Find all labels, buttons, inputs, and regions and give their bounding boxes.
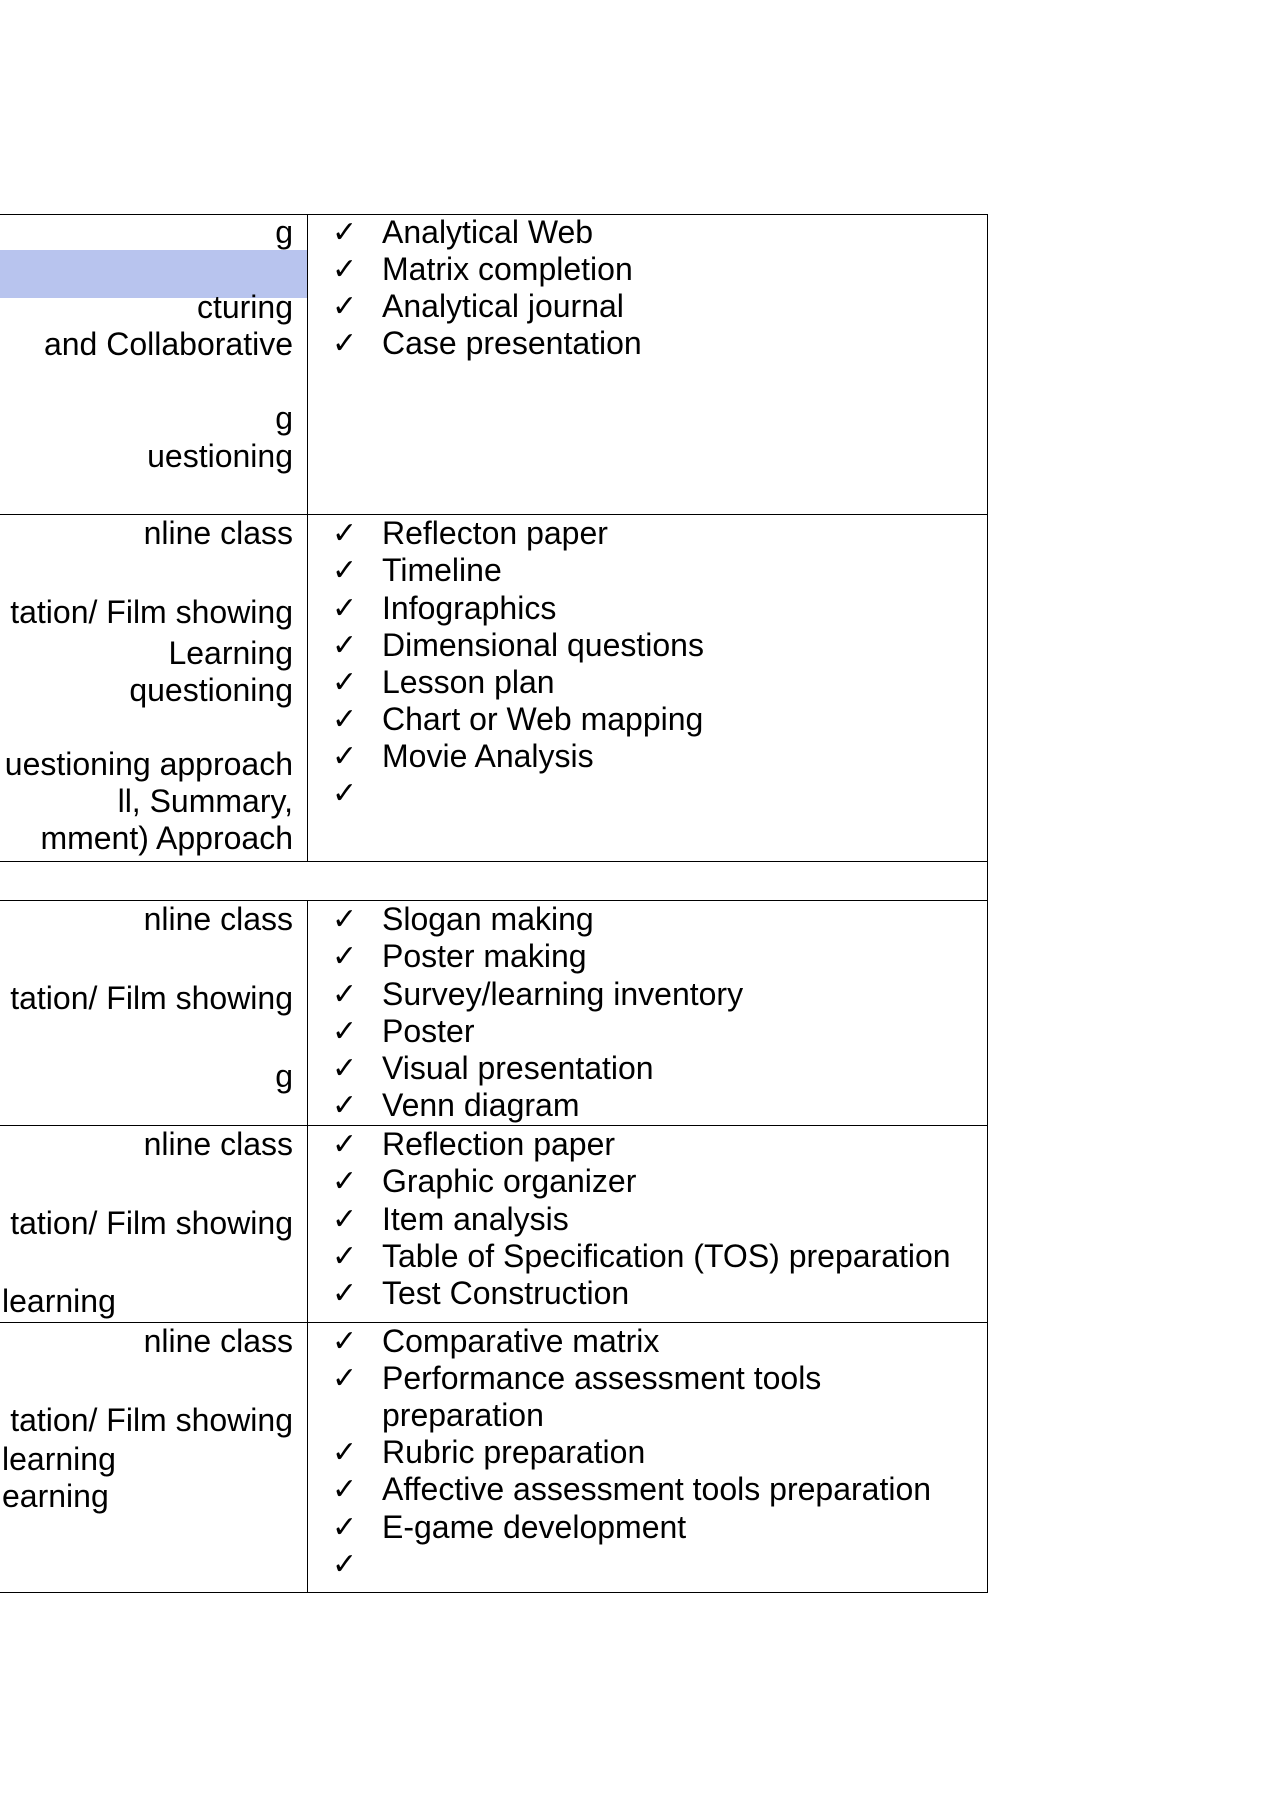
checkmark-icon: ✓	[332, 1051, 358, 1086]
activity-label: Table of Specification (TOS) preparation	[382, 1238, 951, 1274]
checklist-item	[332, 938, 982, 975]
checkmark-icon: ✓	[332, 252, 358, 287]
strategies-cell-row3	[0, 901, 303, 1125]
checklist-item	[332, 664, 982, 701]
activity-label: Poster	[382, 1013, 475, 1049]
strategy-text: cturing	[196, 289, 293, 325]
checkmark-icon: ✓	[332, 739, 358, 774]
strategy-text: learning	[2, 1283, 116, 1319]
strategy-text: uestioning	[147, 438, 293, 474]
strategy-text: mment) Approach	[40, 820, 293, 856]
checkmark-icon: ✓	[332, 326, 358, 361]
checklist-item	[332, 1360, 982, 1434]
strategy-text: g	[275, 214, 293, 250]
activities-cell-row2	[332, 515, 982, 861]
strategy-text: nline class	[143, 901, 293, 937]
checklist-item	[332, 1471, 982, 1508]
checkmark-icon: ✓	[332, 1324, 358, 1359]
checklist-item	[332, 1126, 982, 1163]
row-divider	[0, 861, 988, 862]
strategy-text: earning	[2, 1478, 109, 1514]
checklist-item	[332, 251, 982, 288]
checkmark-icon: ✓	[332, 939, 358, 974]
checkmark-icon: ✓	[332, 289, 358, 324]
checklist-item	[332, 1509, 982, 1546]
activities-cell-row1	[332, 214, 982, 514]
checklist-item	[332, 976, 982, 1013]
strategies-cell-row2	[0, 515, 303, 861]
checkmark-icon: ✓	[332, 516, 358, 551]
checkmark-icon: ✓	[332, 665, 358, 700]
activity-label: Case presentation	[382, 325, 642, 361]
activity-label: Analytical journal	[382, 288, 624, 324]
checklist-item	[332, 515, 982, 552]
activity-label: Survey/learning inventory	[382, 976, 744, 1012]
checkmark-icon: ✓	[332, 553, 358, 588]
strategy-text: ll, Summary,	[117, 783, 293, 819]
checklist-item	[332, 701, 982, 738]
activity-label: Graphic organizer	[382, 1163, 637, 1199]
activity-label: E-game development	[382, 1509, 687, 1545]
checkmark-icon: ✓	[332, 1435, 358, 1470]
activity-label: Venn diagram	[382, 1087, 580, 1123]
strategy-text: g	[275, 400, 293, 436]
strategy-text: uestioning approach	[4, 746, 293, 782]
checkmark-icon: ✓	[332, 628, 358, 663]
activities-cell-row4	[332, 1126, 982, 1322]
activity-label: Rubric preparation	[382, 1434, 646, 1470]
checklist-item	[332, 552, 982, 589]
strategy-text: nline class	[143, 515, 293, 551]
column-divider	[307, 214, 308, 861]
activity-label: Chart or Web mapping	[382, 701, 704, 737]
activity-label: Infographics	[382, 590, 557, 626]
activities-table	[0, 214, 988, 1593]
checkmark-icon: ✓	[332, 1014, 358, 1049]
activity-label: Performance assessment tools	[382, 1360, 822, 1396]
checkmark-icon: ✓	[332, 215, 358, 250]
strategies-cell-row4	[0, 1126, 303, 1322]
checklist-item	[332, 288, 982, 325]
strategy-text: tation/ Film showing	[10, 594, 293, 630]
checkmark-icon: ✓	[332, 776, 358, 811]
activities-cell-row5	[332, 1323, 982, 1592]
column-divider	[307, 900, 308, 1593]
strategy-text: and Collaborative	[43, 326, 293, 362]
checklist-item	[332, 325, 982, 362]
checkmark-icon: ✓	[332, 1276, 358, 1311]
checkmark-icon: ✓	[332, 1127, 358, 1162]
activity-label: Test Construction	[382, 1275, 630, 1311]
checklist-item	[332, 1546, 982, 1583]
checklist-item	[332, 775, 982, 812]
checkmark-icon: ✓	[332, 1547, 358, 1582]
checklist-item	[332, 1087, 982, 1124]
strategy-text: g	[275, 1058, 293, 1094]
strategy-text: tation/ Film showing	[10, 1205, 293, 1241]
checklist-item	[332, 590, 982, 627]
checklist-item	[332, 1434, 982, 1471]
checkmark-icon: ✓	[332, 1510, 358, 1545]
checklist-item	[332, 901, 982, 938]
activity-label: Movie Analysis	[382, 738, 594, 774]
activity-label: Item analysis	[382, 1201, 569, 1237]
checkmark-icon: ✓	[332, 1472, 358, 1507]
activity-label: Dimensional questions	[382, 627, 704, 663]
checkmark-icon: ✓	[332, 1202, 358, 1237]
activity-label: Reflecton paper	[382, 515, 608, 551]
table-bottom-border	[0, 1592, 988, 1593]
checkmark-icon: ✓	[332, 1088, 358, 1123]
strategy-text: questioning	[129, 672, 293, 708]
checkmark-icon: ✓	[332, 1361, 358, 1396]
checklist-item	[332, 1201, 982, 1238]
checkmark-icon: ✓	[332, 1164, 358, 1199]
strategies-cell-row5	[0, 1323, 303, 1592]
activity-label: Timeline	[382, 552, 502, 588]
checklist-item	[332, 1323, 982, 1360]
checklist-item	[332, 1050, 982, 1087]
activity-label: Visual presentation	[382, 1050, 654, 1086]
checklist-item	[332, 1275, 982, 1312]
checkmark-icon: ✓	[332, 702, 358, 737]
activity-label: Comparative matrix	[382, 1323, 660, 1359]
strategy-text: tation/ Film showing	[10, 980, 293, 1016]
checkmark-icon: ✓	[332, 1239, 358, 1274]
strategy-text: tation/ Film showing	[10, 1402, 293, 1438]
checklist-item	[332, 738, 982, 775]
table-right-border	[987, 214, 988, 1593]
checklist-item	[332, 1238, 982, 1275]
strategy-text: nline class	[143, 1323, 293, 1359]
checklist-item	[332, 1013, 982, 1050]
activity-label: Poster making	[382, 938, 587, 974]
checkmark-icon: ✓	[332, 977, 358, 1012]
activity-label: Reflection paper	[382, 1126, 616, 1162]
activity-label-continuation: preparation	[382, 1397, 544, 1433]
strategy-text: learning	[2, 1441, 116, 1477]
checkmark-icon: ✓	[332, 591, 358, 626]
strategies-cell-row1	[0, 214, 303, 514]
checklist-item	[332, 214, 982, 251]
activity-label: Affective assessment tools preparation	[382, 1471, 932, 1507]
checklist-item	[332, 1163, 982, 1200]
activity-label: Matrix completion	[382, 251, 633, 287]
strategy-text: nline class	[143, 1126, 293, 1162]
checklist-item	[332, 627, 982, 664]
activity-label: Slogan making	[382, 901, 594, 937]
checkmark-icon: ✓	[332, 902, 358, 937]
activity-label: Analytical Web	[382, 214, 594, 250]
activities-cell-row3	[332, 901, 982, 1125]
activity-label: Lesson plan	[382, 664, 555, 700]
strategy-text: Learning	[168, 635, 293, 671]
